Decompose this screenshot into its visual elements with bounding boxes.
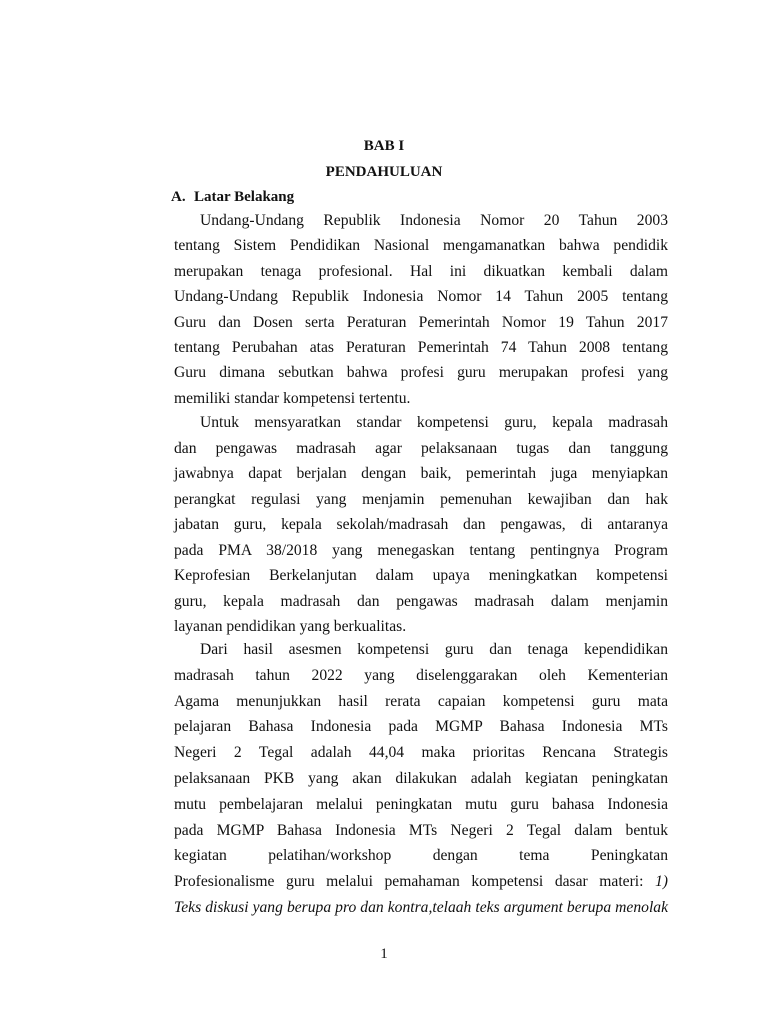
paragraph-line: tentang Perubahan atas Peraturan Pemerintah 74 Tahun 2008 tentang [174, 339, 668, 356]
paragraph-line-italic: Teks diskusi yang berupa pro dan kontra,telaah teks argument berupa menolak [174, 899, 668, 916]
paragraph-line: memiliki standar kompetensi tertentu. [174, 389, 411, 407]
chapter-label: BAB I [363, 138, 405, 154]
paragraph-line: pada PMA 38/2018 yang menegaskan tentang pentingnya Program [174, 541, 668, 559]
section-title: Latar Belakang [194, 189, 295, 205]
paragraph-line: layanan pendidikan yang berkualitas. [174, 618, 407, 635]
section-heading [171, 187, 294, 207]
paragraph-line: Undang-Undang Republik Indonesia Nomor 14 Tahun 2005 tentang [174, 288, 668, 306]
section-number: A. [171, 189, 186, 205]
paragraph-line: guru, kepala madrasah dan pengawas madrasah dalam menjamin [174, 592, 668, 610]
paragraph-line: tentang Sistem Pendidikan Nasional mengamanatkan bahwa pendidik [174, 237, 668, 255]
paragraph-line: mutu pembelajaran melalui peningkatan mutu guru bahasa Indonesia [174, 795, 668, 813]
paragraph-line: jawabnya dapat berjalan dengan baik, pemerintah juga menyiapkan [174, 465, 668, 482]
paragraph-line: perangkat regulasi yang menjamin pemenuhan kewajiban dan hak [174, 490, 668, 508]
page-number: 1 [380, 946, 388, 962]
paragraph-line-text: Profesionalisme guru melalui pemahaman kompetensi dasar materi: [174, 873, 644, 891]
paragraph-line: Dari hasil asesmen kompetensi guru dan tenaga kependidikan [200, 641, 668, 658]
paragraph-line: kegiatan pelatihan/workshop dengan tema Peningkatan [174, 847, 668, 865]
paragraph-line: madrasah tahun 2022 yang diselenggarakan oleh Kementerian [174, 666, 668, 684]
paragraph-line: jabatan guru, kepala sekolah/madrasah dan pengawas, di antaranya [174, 516, 668, 533]
list-marker-italic: 1) [655, 873, 668, 891]
paragraph-line-with-italic [174, 872, 668, 892]
paragraph-line: Agama menunjukkan hasil rerata capaian kompetensi guru mata [174, 692, 668, 710]
chapter-title: PENDAHULUAN [325, 164, 443, 180]
paragraph-line: Undang-Undang Republik Indonesia Nomor 20 Tahun 2003 [200, 212, 668, 229]
paragraph-line: Negeri 2 Tegal adalah 44,04 maka prioritas Rencana Strategis [174, 744, 668, 762]
paragraph-line: Keprofesian Berkelanjutan dalam upaya meningkatkan kompetensi [174, 567, 668, 584]
paragraph-line: pada MGMP Bahasa Indonesia MTs Negeri 2 Tegal dalam bentuk [174, 821, 668, 839]
paragraph-line: dan pengawas madrasah agar pelaksanaan tugas dan tanggung [174, 439, 668, 457]
paragraph-line: Untuk mensyaratkan standar kompetensi guru, kepala madrasah [200, 414, 668, 431]
paragraph-line: pelaksanaan PKB yang akan dilakukan adalah kegiatan peningkatan [174, 770, 668, 787]
paragraph-line: pelajaran Bahasa Indonesia pada MGMP Bahasa Indonesia MTs [174, 718, 668, 736]
paragraph-line: Guru dan Dosen serta Peraturan Pemerintah Nomor 19 Tahun 2017 [174, 313, 668, 331]
paragraph-line: Guru dimana sebutkan bahwa profesi guru merupakan profesi yang [174, 364, 668, 382]
paragraph-line: merupakan tenaga profesional. Hal ini dikuatkan kembali dalam [174, 262, 668, 280]
